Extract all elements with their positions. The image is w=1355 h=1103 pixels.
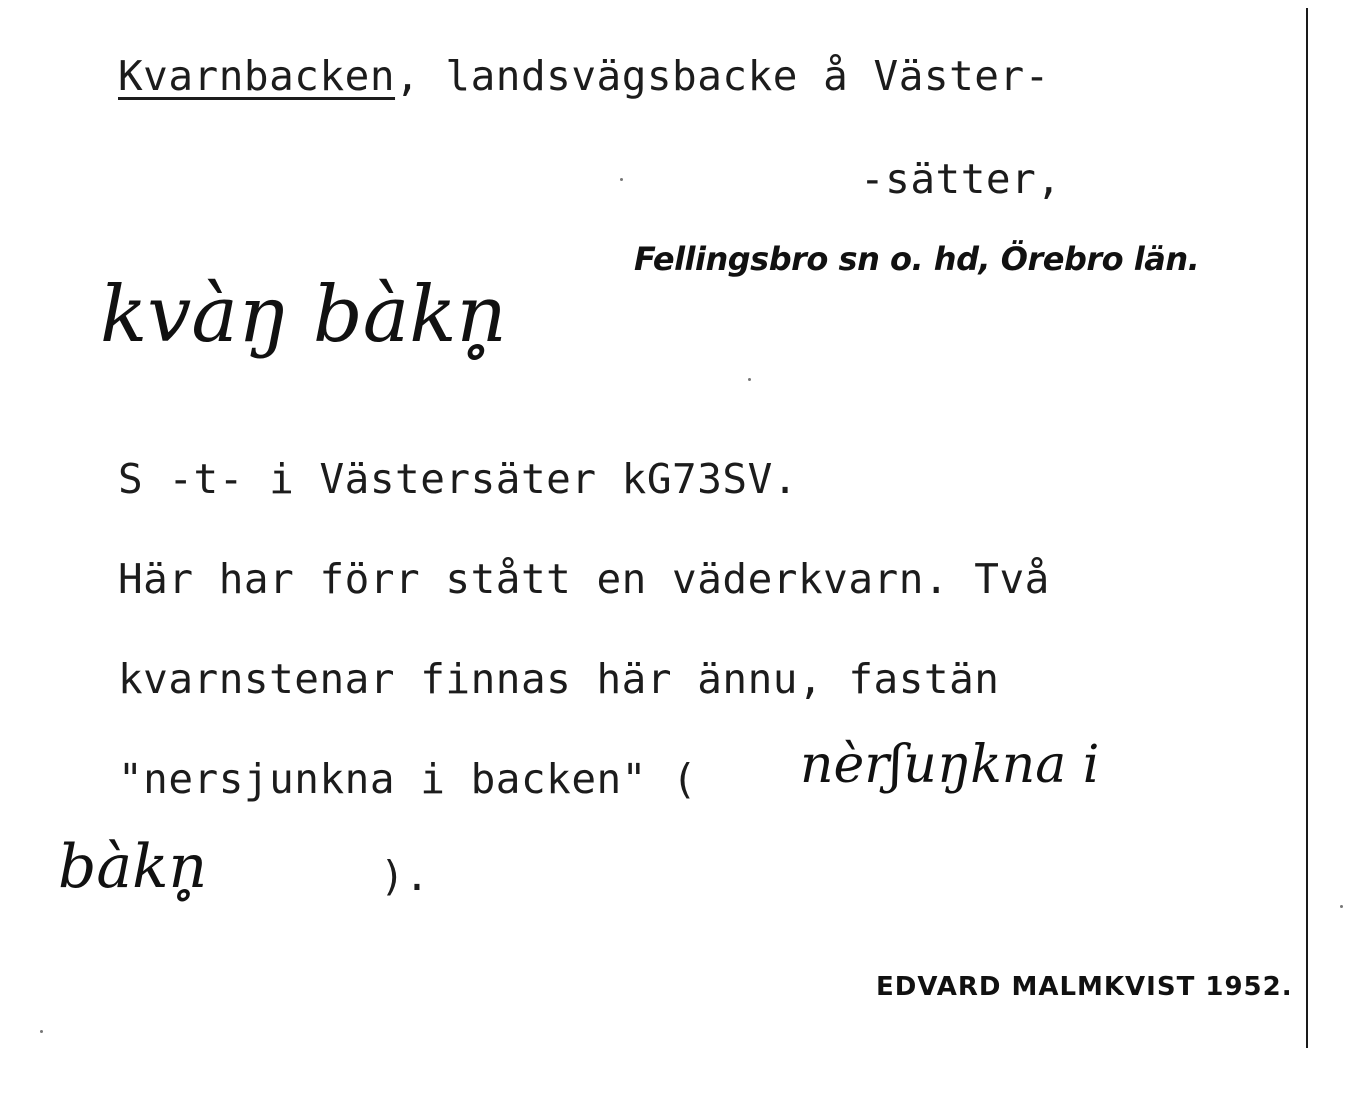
location-line: S -t- i Västersäter kG73SV. bbox=[118, 455, 798, 503]
title-line bbox=[118, 52, 1050, 100]
body-line-3: "nersjunkna i backen" ( bbox=[118, 755, 698, 803]
scan-speck bbox=[1340, 905, 1343, 908]
scan-speck bbox=[748, 378, 751, 381]
body-line-1: Här har förr stått en väderkvarn. Två bbox=[118, 555, 1050, 603]
headword-description: , landsvägsbacke å Väster- bbox=[395, 52, 1050, 100]
handwritten-pronunciation: kvàŋ bàkn̥ bbox=[100, 270, 507, 360]
body-line-2: kvarnstenar finnas här ännu, fastän bbox=[118, 655, 1000, 703]
handwritten-pronunciation-2: nèrʃuŋkna i bbox=[800, 735, 1100, 795]
scan-speck bbox=[40, 1030, 43, 1033]
card-edge-line bbox=[1306, 8, 1308, 1048]
place-stamp: Fellingsbro sn o. hd, Örebro län. bbox=[634, 240, 1200, 278]
headword: Kvarnbacken bbox=[118, 52, 396, 100]
headword-continuation: -sätter, bbox=[860, 155, 1062, 203]
author-stamp: EDVARD MALMKVIST 1952. bbox=[876, 972, 1293, 1002]
scan-speck bbox=[620, 178, 623, 181]
closing-parenthesis: ). bbox=[380, 852, 430, 900]
handwritten-pronunciation-3: bàkn̥ bbox=[58, 832, 208, 902]
